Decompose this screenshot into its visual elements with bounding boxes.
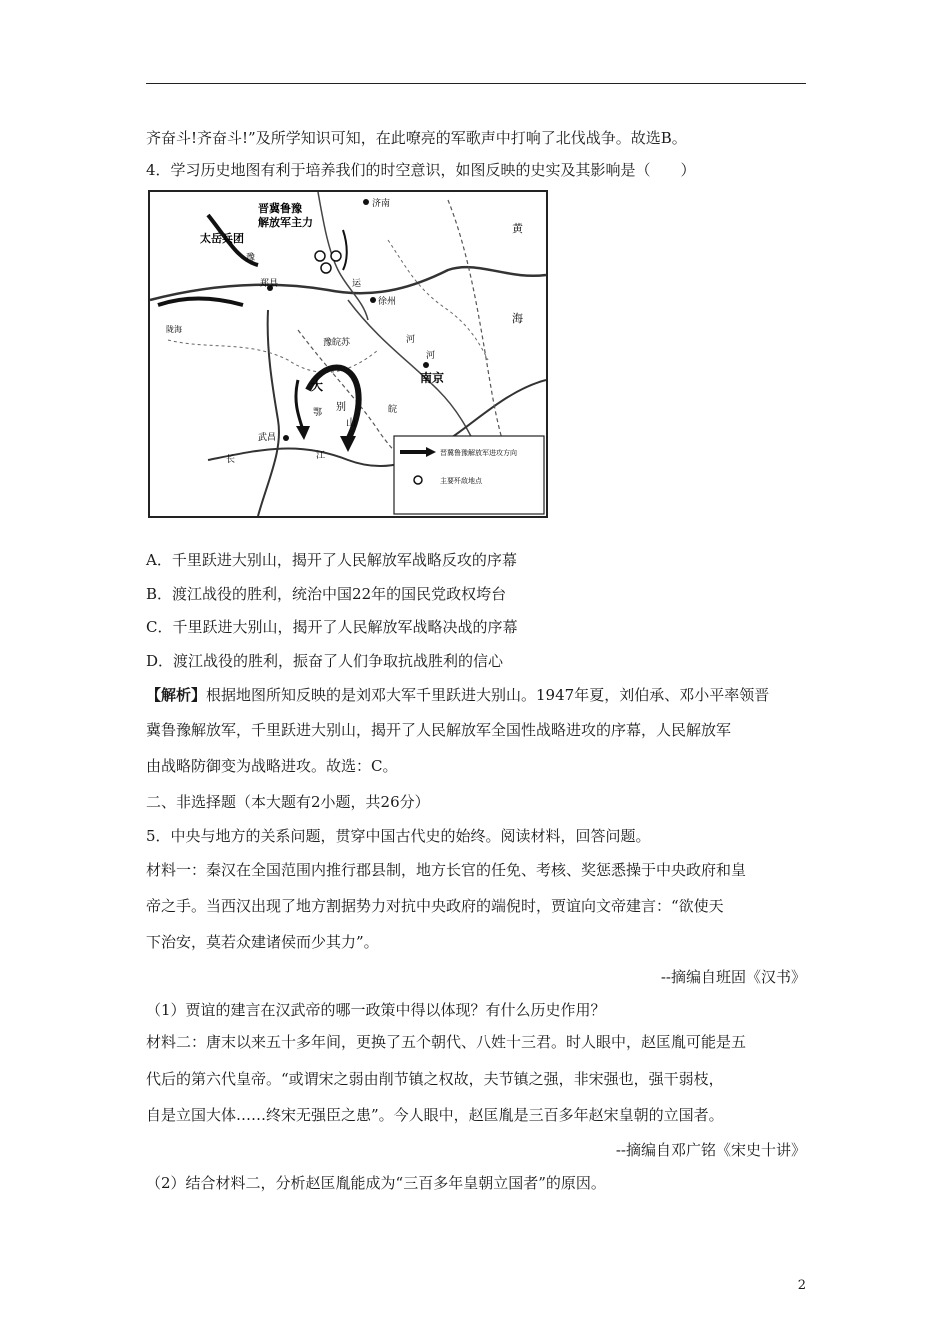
map-label: 河	[406, 334, 416, 344]
sub-question-2: （2）结合材料二，分析赵匡胤能成为“三百多年皇朝立国者”的原因。	[146, 1174, 606, 1192]
option-b: B．渡江战役的胜利，统治中国22年的国民党政权垮台	[146, 585, 507, 603]
map-label: 解放军主力	[258, 217, 313, 229]
material-2-line: 代后的第六代皇帝。“或谓宋之弱由削节镇之权故，夫节镇之强，非宋强也，强干弱枝，	[146, 1070, 724, 1088]
map-label: 鄂	[313, 407, 323, 417]
analysis-line-1	[146, 685, 769, 705]
header-rule	[146, 83, 806, 84]
map-label: 山	[346, 418, 356, 429]
material-2-line: 材料二：唐末以来五十多年间，更换了五个朝代、八姓十三君。时人眼中，赵匡胤可能是五	[146, 1033, 747, 1051]
map-label: 豫	[246, 252, 256, 262]
map-label: 陇海	[166, 325, 182, 334]
analysis-tag: 【解析】	[146, 686, 207, 704]
map-label: 豫皖苏	[323, 337, 351, 347]
option-a: A．千里跃进大别山，揭开了人民解放军战略反攻的序幕	[146, 551, 517, 569]
legend-label: 主要歼敌地点	[440, 478, 482, 485]
analysis-line-2: 冀鲁豫解放军，千里跃进大别山，揭开了人民解放军全国性战略进攻的序幕，人民解放军	[146, 721, 732, 739]
map-label: 运	[352, 278, 362, 288]
map-label: 太岳兵团	[200, 233, 244, 245]
map-label: 大	[311, 379, 324, 393]
material-1-line: 帝之手。当西汉出现了地方割据势力对抗中央政府的端倪时，贾谊向文帝建言：“欲使天	[146, 897, 724, 915]
map-label: 长	[226, 454, 236, 464]
map-label: 海	[512, 313, 523, 325]
legend-label: 晋冀鲁豫解放军进攻方向	[440, 450, 517, 457]
sub-question-1: （1）贾谊的建言在汉武帝的哪一政策中得以体现？有什么历史作用？	[146, 1001, 606, 1019]
map-label: 别	[336, 402, 346, 413]
question-4: 4．学习历史地图有利于培养我们的时空意识，如图反映的史实及其影响是（ ）	[146, 161, 696, 179]
analysis-line-3: 由战略防御变为战略进攻。故选：C。	[146, 757, 398, 775]
map-label: 南京	[420, 371, 445, 385]
map-legend	[394, 436, 544, 514]
question-5: 5．中央与地方的关系问题，贯穿中国古代史的始终。阅读材料，回答问题。	[146, 827, 651, 845]
map-label: 武昌	[258, 432, 277, 442]
material-2-line: 自是立国大体……终宋无强臣之患”。今人眼中，赵匡胤是三百多年赵宋皇朝的立国者。	[146, 1106, 724, 1124]
analysis-text: 根据地图所知反映的是刘邓大军千里跃进大别山。1947年夏，刘伯承、邓小平率领晋	[206, 686, 770, 704]
option-d: D．渡江战役的胜利，振奋了人们争取抗战胜利的信心	[146, 652, 504, 670]
option-c: C．千里跃进大别山，揭开了人民解放军战略决战的序幕	[146, 618, 518, 636]
section-heading: 二、非选择题（本大题有2小题，共26分）	[146, 793, 430, 811]
source-2: --摘编自邓广铭《宋史十讲》	[615, 1141, 806, 1159]
map-label: 江	[316, 450, 326, 460]
source-1: --摘编自班固《汉书》	[660, 968, 806, 986]
map-label: 黄	[512, 223, 523, 235]
map-label: 济南	[372, 198, 391, 208]
material-1-line: 材料一：秦汉在全国范围内推行郡县制，地方长官的任免、考核、奖惩悉操于中央政府和皇	[146, 861, 747, 879]
map-figure	[148, 190, 548, 518]
map-label: 徐州	[378, 296, 397, 306]
text-line: 齐奋斗!齐奋斗!”及所学知识可知，在此嘹亮的军歌声中打响了北伐战争。故选B。	[146, 129, 687, 147]
map-label: 郑县	[260, 278, 279, 288]
map-label: 皖	[388, 404, 398, 414]
map-label: 河	[426, 350, 436, 360]
page-number: 2	[797, 1278, 806, 1293]
map-label: 晋冀鲁豫	[258, 203, 302, 215]
material-1-line: 下治安，莫若众建诸侯而少其力”。	[146, 933, 379, 951]
